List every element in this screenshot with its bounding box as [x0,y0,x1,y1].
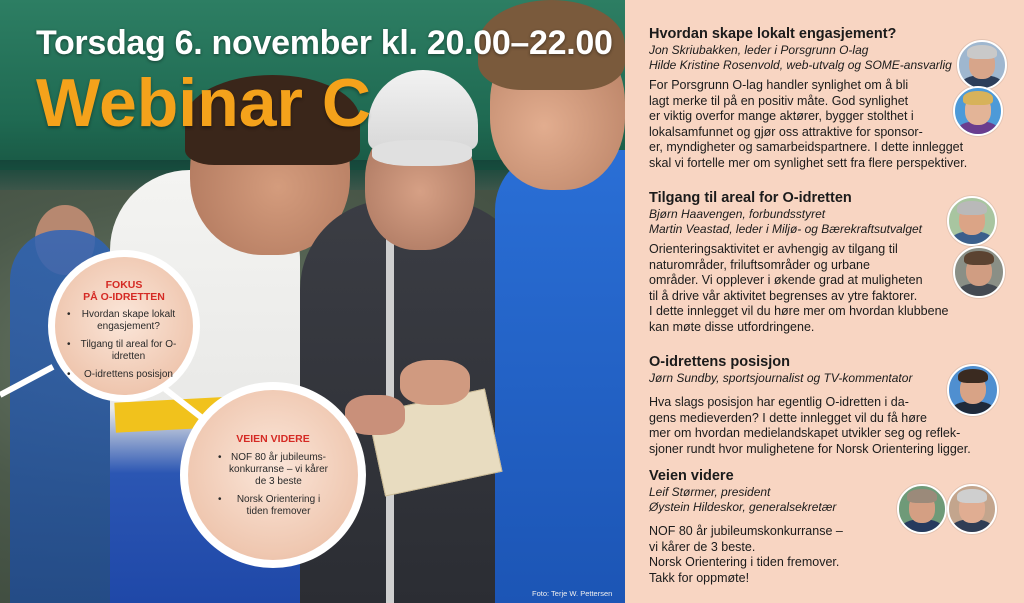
list-item: • NOF 80 år jubileums-konkurranse – vi kårer de 3 beste [218,452,330,488]
session-speaker: Leif Størmer, president [649,485,771,499]
session-title: Veien videre [649,468,734,484]
webinar-title: Webinar C [36,65,372,141]
session-speaker: Jon Skriubakken, leder i Porsgrunn O-lag [649,43,869,57]
session-description: NOF 80 år jubileumskonkurranse – vi kårer de 3 beste. Norsk Orientering i tiden fremover. Takk for oppmøte! [649,524,843,585]
forward-bubble-title: VEIEN VIDERE [236,433,310,445]
list-item: • Norsk Orientering i tiden fremover [218,494,330,518]
session-description: For Porsgrunn O-lag handler synlighet om å bli lagt merke til på en positiv måte. God synlighet er viktig overfor mange aktører, bygger stolthet i lokalsamfunnet og gjør oss attraktive for sponsor- er, myndigheter og samarbeidspartnere. I dette innlegget skal vi fortelle mer om synlighet sett fra flere perspektiver. [649,78,968,170]
speaker-avatar [957,40,1007,90]
session-title: O-idrettens posisjon [649,354,790,370]
right-person-jacket [495,150,625,603]
session-speaker: Hilde Kristine Rosenvold, web-utvalg og SOME-ansvarlig [649,58,952,72]
list-item: • Tilgang til areal for O-idretten [67,339,181,363]
forward-bubble [180,382,366,568]
event-date: Torsdag 6. november kl. 20.00–22.00 [36,24,613,62]
speaker-avatar [947,364,999,416]
speaker-avatar [947,484,997,534]
forward-topic-list [218,452,330,524]
photo-credit: Foto: Terje W. Pettersen [532,589,613,598]
speaker-avatar [953,246,1005,298]
session-description: Hva slags posisjon har egentlig O-idretten i da- gens medieverden? I dette innlegget vil du få høre mer om hvordan medielandskapet utvikler seg og reflek- sjoner rundt hvor mulighetene for Norsk Orientering ligger. [649,395,971,456]
session-speaker: Øystein Hildeskor, generalsekretær [649,500,837,514]
session-title: Tilgang til areal for O-idretten [649,190,852,206]
speaker-avatar [953,86,1003,136]
session-description: Orienteringsaktivitet er avhengig av tilgang til naturområder, friluftsområder og urbane områder. Vi opplever i økende grad at muligheten til å drive vår aktivitet begrenses av ytre faktorer. I dette innlegget vil du høre mer om hvordan klubbene kan møte disse utfordringene. [649,242,949,334]
speaker-avatar [897,484,947,534]
speaker-avatar [947,196,997,246]
list-item: • O-idrettens posisjon [67,369,181,381]
session-title: Hvordan skape lokalt engasjement? [649,26,897,42]
focus-topic-list [67,309,181,387]
focus-bubble-title: FOKUS PÅ O-IDRETTEN [83,279,165,303]
session-speaker: Bjørn Haavengen, forbundsstyret [649,207,826,221]
list-item: • Hvordan skape lokalt engasjement? [67,309,181,333]
session-speaker: Martin Veastad, leder i Miljø- og Bærekraftsutvalget [649,222,922,236]
session-speaker: Jørn Sundby, sportsjournalist og TV-kommentator [649,371,913,385]
program-panel [625,0,1024,603]
focus-bubble [48,250,200,402]
